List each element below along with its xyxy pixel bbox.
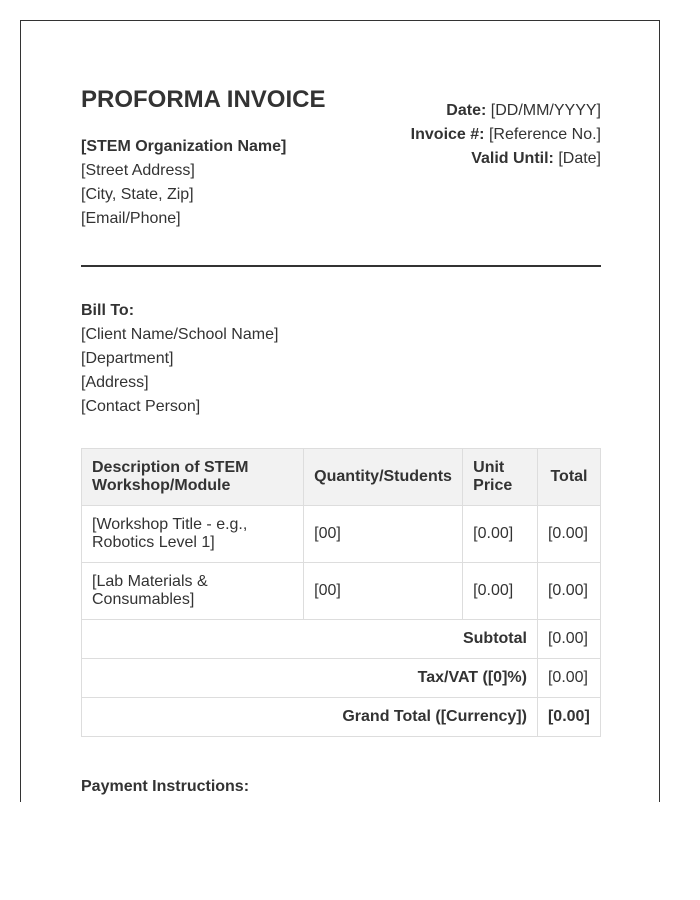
invoice-page — [20, 20, 660, 802]
client-address: [Address] — [81, 374, 149, 391]
line-items-table — [81, 448, 601, 737]
subtotal-label: Subtotal — [82, 620, 538, 659]
date-label: Date: — [446, 102, 487, 119]
valid-until-value: [Date] — [558, 150, 601, 167]
grand-total-row — [82, 698, 601, 737]
table-row — [82, 506, 601, 563]
header-total: Total — [537, 449, 600, 506]
header-divider — [81, 265, 601, 267]
organization-block — [81, 135, 286, 231]
invoice-number-label: Invoice #: — [410, 126, 485, 143]
subtotal-row — [82, 620, 601, 659]
row-quantity: [00] — [304, 563, 463, 620]
tax-value: [0.00] — [537, 659, 600, 698]
organization-street: [Street Address] — [81, 162, 195, 179]
organization-contact: [Email/Phone] — [81, 210, 181, 227]
valid-until-label: Valid Until: — [471, 150, 554, 167]
invoice-meta — [411, 99, 601, 171]
valid-until-line — [411, 147, 601, 171]
row-description: [Lab Materials & Consumables] — [82, 563, 304, 620]
date-line — [411, 99, 601, 123]
client-contact-person: [Contact Person] — [81, 398, 201, 415]
organization-city: [City, State, Zip] — [81, 186, 194, 203]
grand-total-label: Grand Total ([Currency]) — [82, 698, 538, 737]
tax-label: Tax/VAT ([0]%) — [82, 659, 538, 698]
row-unit-price: [0.00] — [463, 563, 538, 620]
row-total: [0.00] — [537, 506, 600, 563]
row-unit-price: [0.00] — [463, 506, 538, 563]
bill-to-label: Bill To: — [81, 302, 135, 319]
grand-total-value: [0.00] — [537, 698, 600, 737]
client-name: [Client Name/School Name] — [81, 326, 279, 343]
payment-instructions-label: Payment Instructions: — [81, 778, 250, 795]
row-quantity: [00] — [304, 506, 463, 563]
invoice-title: PROFORMA INVOICE — [81, 86, 326, 113]
tax-row — [82, 659, 601, 698]
invoice-number-value: [Reference No.] — [488, 126, 601, 143]
organization-name: [STEM Organization Name] — [81, 138, 287, 155]
subtotal-value: [0.00] — [537, 620, 600, 659]
header-quantity: Quantity/Students — [304, 449, 463, 506]
table-row — [82, 563, 601, 620]
invoice-number-line — [411, 123, 601, 147]
header-description: Description of STEM Workshop/Module — [82, 449, 304, 506]
date-value: [DD/MM/YYYY] — [490, 102, 601, 119]
header-unit-price: Unit Price — [463, 449, 538, 506]
row-total: [0.00] — [537, 563, 600, 620]
table-header-row — [82, 449, 601, 506]
client-department: [Department] — [81, 350, 174, 367]
bill-to-block — [81, 299, 278, 419]
row-description: [Workshop Title - e.g., Robotics Level 1] — [82, 506, 304, 563]
